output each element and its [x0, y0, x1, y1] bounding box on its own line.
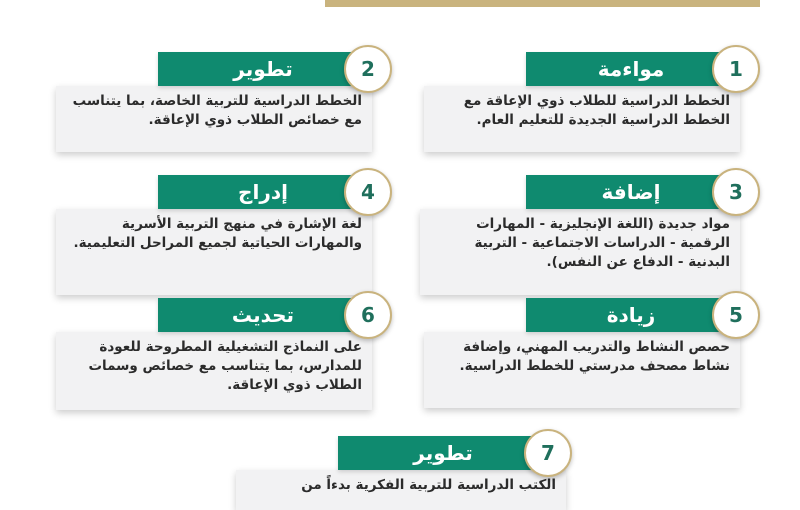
- card-2-description: الخطط الدراسية للتربية الخاصة، بما يتناسب مع خصائص الطلاب ذوي الإعاقة.: [56, 86, 372, 152]
- card-7: [236, 436, 576, 500]
- card-3: [420, 175, 760, 293]
- card-1-title: مواءمة: [526, 52, 736, 86]
- card-2: [56, 52, 396, 170]
- card-6-number: 6: [344, 291, 392, 339]
- card-7-title: تطوير: [338, 436, 548, 470]
- card-4-number: 4: [344, 168, 392, 216]
- card-5-title: زيادة: [526, 298, 736, 332]
- card-5-description: حصص النشاط والتدريب المهني، وإضافة نشاط مصحف مدرستي للخطط الدراسية.: [424, 332, 740, 408]
- card-3-title: إضافة: [526, 175, 736, 209]
- card-2-number: 2: [344, 45, 392, 93]
- card-4-description: لغة الإشارة في منهج التربية الأسرية والمهارات الحياتية لجميع المراحل التعليمية.: [56, 209, 372, 295]
- card-5-number: 5: [712, 291, 760, 339]
- card-6-description: على النماذج التشغيلية المطروحة للعودة للمدارس، بما يتناسب مع خصائص وسمات الطلاب ذوي الإعاقة.: [56, 332, 372, 410]
- card-1: [424, 52, 764, 170]
- top-gold-bar: [325, 0, 760, 7]
- card-4-title: إدراج: [158, 175, 368, 209]
- card-7-number: 7: [524, 429, 572, 477]
- card-6-title: تحديث: [158, 298, 368, 332]
- card-3-description: مواد جديدة (اللغة الإنجليزية - المهارات الرقمية - الدراسات الاجتماعية - التربية البدنية - الدفاع عن النفس).: [420, 209, 740, 295]
- card-4: [56, 175, 396, 293]
- card-5: [424, 298, 764, 416]
- card-6: [56, 298, 396, 416]
- card-7-description: الكتب الدراسية للتربية الفكرية بدءاً من: [236, 470, 566, 510]
- card-2-title: تطوير: [158, 52, 368, 86]
- card-3-number: 3: [712, 168, 760, 216]
- card-1-description: الخطط الدراسية للطلاب ذوي الإعاقة مع الخطط الدراسية الجديدة للتعليم العام.: [424, 86, 740, 152]
- card-1-number: 1: [712, 45, 760, 93]
